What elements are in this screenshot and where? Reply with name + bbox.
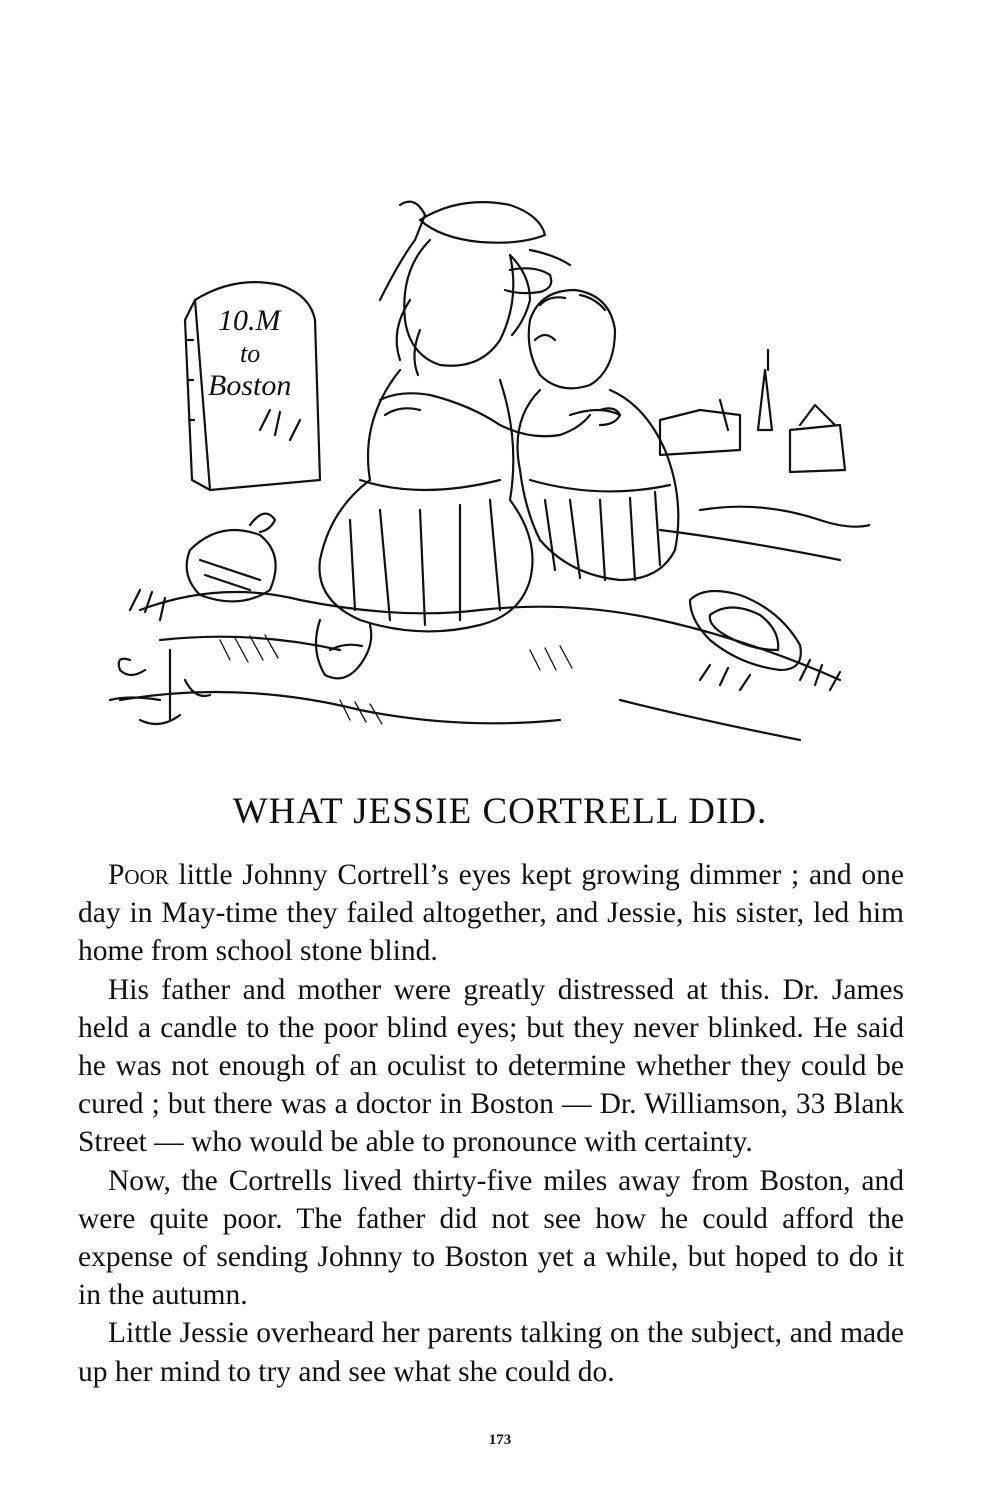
signpost-lettering — [208, 304, 291, 402]
illustration-jessie-and-johnny — [100, 180, 870, 760]
paragraph-4 — [78, 1314, 904, 1390]
chapter-body — [78, 856, 904, 1391]
engraving-drawing — [100, 180, 870, 760]
paragraph-1-lead: Poor — [108, 859, 169, 891]
paragraph-4-text: Little Jessie overheard her parents talking on the subject, and made up her mind to try and see what she could do. — [78, 1317, 904, 1388]
chapter-title: WHAT JESSIE CORTRELL DID. — [232, 791, 768, 832]
paragraph-2 — [78, 971, 904, 1162]
signpost-line-2: to — [240, 339, 261, 368]
paragraph-3-text: Now, the Cortrells lived thirty-five miles away from Boston, and were quite poor. The father did not see how he could afford the expense of sending Johnny to Boston yet a while, but hoped to do it in the autumn. — [78, 1164, 904, 1312]
paragraph-1 — [78, 856, 904, 971]
paragraph-1-text: little Johnny Cortrell’s eyes kept growing dimmer ; and one day in May-time they failed altogether, and Jessie, his sister, led him home from school stone blind. — [78, 859, 904, 968]
paragraph-3 — [78, 1162, 904, 1315]
signpost-line-1: 10.M — [218, 304, 281, 337]
paragraph-2-text: His father and mother were greatly distressed at this. Dr. James held a candle to the poor blind eyes; but they never blinked. He said he was not enough of an oculist to determine whether they could be cured ; but there was a doctor in Boston — Dr. Williamson, 33 Blank Street — who would be able to pronounce with certainty. — [78, 973, 904, 1159]
signpost-line-3: Boston — [208, 369, 292, 402]
page-number: 173 — [488, 1432, 512, 1448]
